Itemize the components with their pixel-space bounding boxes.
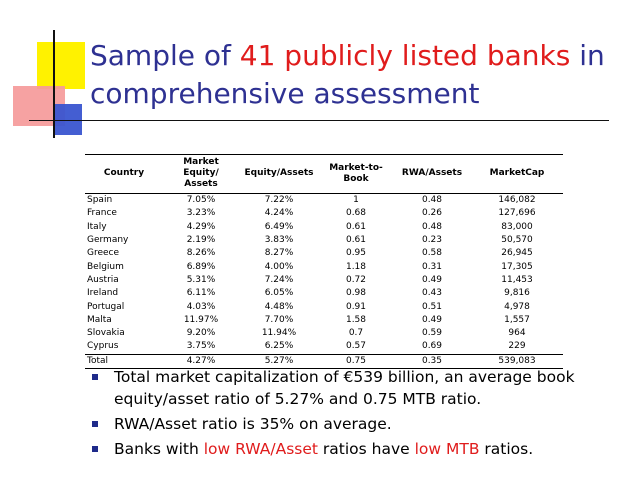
table-cell: 1,557 [504,314,530,325]
table-cell: 50,570 [501,235,533,246]
table-cell: 2.19% [186,235,216,246]
table-row [85,274,563,287]
table-header-row [85,155,563,194]
bullet-text: Banks with [114,440,204,458]
table-cell-country: Ireland [87,288,119,299]
table-cell: 1.58 [345,314,367,325]
table-cell: 0.59 [421,328,443,339]
table-cell: 0.61 [345,235,367,246]
table-cell: 6.89% [186,261,216,272]
table-row [85,327,563,340]
table-cell: 8.26% [186,248,216,259]
table-cell: 8.27% [264,248,294,259]
table-cell-country: Total [85,354,163,368]
table-cell: 964 [508,328,526,339]
table-cell: 11.94% [261,328,297,339]
table-row [85,260,563,273]
header-marketcap: MarketCap [471,155,563,194]
table-cell: 11.97% [183,314,219,325]
bullet-list [92,366,612,463]
table-cell: 0.69 [421,341,443,352]
table-cell: 4.00% [264,261,294,272]
table-cell: 4.29% [186,221,216,232]
table-cell-country: Italy [87,221,107,232]
table-cell-country: France [87,208,117,219]
table-cell: 0.58 [421,248,443,259]
table-cell-country: Austria [87,274,119,285]
bullet-item [92,413,612,435]
table-cell: 9,816 [504,288,530,299]
bullet-highlight-text: low RWA/Asset [203,440,318,458]
table-row [85,314,563,327]
bullet-text: Total market capitalization of €539 billion, an average book equity/asset ratio of 5.27% and 0.75 MTB ratio. [114,368,575,408]
table-row [85,194,563,208]
table-cell: 229 [508,341,526,352]
table-row [85,300,563,313]
table-cell: 4.03% [186,301,216,312]
table-cell: 0.98 [345,288,367,299]
header-market-equity-assets: Market Equity/ Assets [163,155,239,194]
table-cell: 0.72 [345,274,367,285]
table-cell: 3.83% [264,235,294,246]
table-cell: 0.75 [319,354,393,368]
table-cell: 0.48 [421,195,443,206]
table-cell: 0.57 [345,341,367,352]
title-highlight: 41 publicly listed banks [239,39,571,72]
table-cell: 0.49 [421,274,443,285]
table-cell: 5.27% [239,354,319,368]
header-rwa-assets: RWA/Assets [393,155,471,194]
table-cell: 6.05% [264,288,294,299]
bullet-text: ratios. [479,440,534,458]
table-cell: 11,453 [501,274,533,285]
table-cell: 0.31 [421,261,443,272]
table-cell: 127,696 [498,208,536,219]
table-cell: 0.35 [393,354,471,368]
table-cell: 4,978 [504,301,530,312]
banks-table [85,154,563,369]
decorative-vertical-line [53,30,55,138]
table-cell: 4.27% [163,354,239,368]
table-cell: 7.05% [186,195,216,206]
table-row [85,247,563,260]
table-cell: 9.20% [186,328,216,339]
table-cell: 0.61 [345,221,367,232]
table-cell-country: Germany [87,235,129,246]
table-cell: 5.31% [186,274,216,285]
table-cell: 0.95 [345,248,367,259]
bullet-text: RWA/Asset ratio is 35% on average. [114,415,392,433]
table-cell: 146,082 [498,195,536,206]
bullet-text: ratios have [317,440,415,458]
bullet-square-icon [92,446,98,452]
table-cell: 0.91 [345,301,367,312]
slide-title [90,37,630,113]
header-country: Country [85,155,163,194]
table-cell-country: Portugal [87,301,125,312]
table-cell: 3.23% [186,208,216,219]
table-cell-country: Malta [87,314,112,325]
table-cell: 0.23 [421,235,443,246]
title-underline [29,120,609,121]
table-cell: 7.70% [264,314,294,325]
table-row [85,287,563,300]
table-cell: 83,000 [501,221,533,232]
table-cell: 0.49 [421,314,443,325]
table-cell: 0.51 [421,301,443,312]
table-cell-country: Greece [87,248,120,259]
decorative-yellow-square [37,42,85,89]
table-cell: 3.75% [186,341,216,352]
table-cell: 1 [353,195,359,206]
table-cell: 0.68 [345,208,367,219]
header-market-to-book: Market-to- Book [319,155,393,194]
table-cell-country: Spain [87,195,113,206]
table-cell: 0.26 [421,208,443,219]
table-cell: 7.24% [264,274,294,285]
title-part-2: in comprehensive assessment [90,39,605,110]
title-part-1: Sample of [90,39,240,72]
table-cell: 0.48 [421,221,443,232]
table-cell: 7.22% [264,195,294,206]
table-cell: 1.18 [345,261,367,272]
table-cell: 0.7 [348,328,364,339]
table-row [85,221,563,234]
table-row [85,340,563,354]
bullet-item [92,438,612,460]
table-cell: 4.48% [264,301,294,312]
bullet-square-icon [92,421,98,427]
table-cell: 26,945 [501,248,533,259]
bullet-square-icon [92,374,98,380]
table-cell: 17,305 [501,261,533,272]
header-equity-assets: Equity/Assets [239,155,319,194]
table-cell: 6.11% [186,288,216,299]
bullet-highlight-text: low MTB [414,440,480,458]
table-cell: 0.43 [421,288,443,299]
table-row [85,234,563,247]
table-cell: 6.25% [264,341,294,352]
bullet-item [92,366,612,410]
table-cell: 4.24% [264,208,294,219]
table-cell: 6.49% [264,221,294,232]
table-cell-country: Cyprus [87,341,119,352]
table-cell-country: Slovakia [87,328,125,339]
table-cell: 539,083 [471,354,563,368]
table-cell-country: Belgium [87,261,124,272]
table-row [85,207,563,220]
